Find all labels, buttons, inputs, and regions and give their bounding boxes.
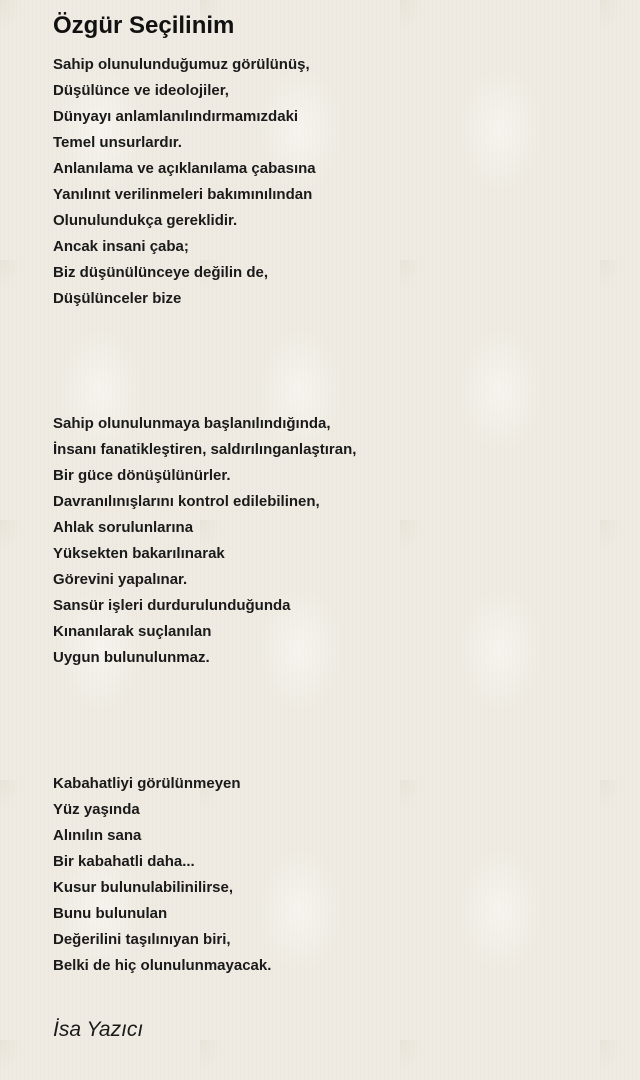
stanza-3 [53, 771, 271, 979]
poem-title: Özgür Seçilinim [53, 12, 235, 39]
poem-line: Yüksekten bakarılınarak [53, 545, 225, 562]
poem-line: Sahip olunulunmaya başlanılındığında, [53, 415, 331, 432]
poem-line: Bir güce dönüşülünürler. [53, 467, 231, 484]
poem-line: Anlanılama ve açıklanılama çabasına [53, 160, 316, 177]
poem-line: Bir kabahatli daha... [53, 853, 195, 870]
poem-line: Belki de hiç olunulunmayacak. [53, 957, 272, 974]
poem-line: Kusur bulunulabilinilirse, [53, 879, 234, 896]
poem-line: Temel unsurlardır. [53, 134, 182, 151]
poem-line: Kınanılarak suçlanılan [53, 623, 212, 640]
poem-line: Bunu bulunulan [53, 905, 168, 922]
poem-line: Biz düşünülünceye değilin de, [53, 264, 269, 281]
poem-line: Görevini yapalınar. [53, 571, 188, 588]
stanza-2 [53, 411, 356, 671]
poem-line: Değerilini taşılınıyan biri, [53, 931, 231, 948]
poem-line: Yanılınıt verilinmeleri bakımınılından [53, 186, 313, 203]
poem-line: Sansür işleri durdurulunduğunda [53, 597, 291, 614]
poem-line: Alınılın sana [53, 827, 142, 844]
poem-line: Ahlak sorulunlarına [53, 519, 194, 536]
poem-line: Olunulundukça gereklidir. [53, 212, 238, 229]
poem-line: İnsanı fanatikleştiren, saldırılınganlaştıran, [53, 441, 357, 458]
poem-line: Dünyayı anlamlanılındırmamızdaki [53, 108, 299, 125]
poem-line: Kabahatliyi görülünmeyen [53, 775, 241, 792]
poem-line: Sahip olunulunduğumuz görülünüş, [53, 56, 310, 73]
poem-line: Düşülünceler bize [53, 290, 182, 307]
poem-line: Ancak insani çaba; [53, 238, 189, 255]
poem-author: İsa Yazıcı [53, 1018, 144, 1041]
stanza-1 [53, 52, 316, 312]
poem-line: Davranılınışlarını kontrol edilebilinen, [53, 493, 320, 510]
poem-line: Düşülünce ve ideolojiler, [53, 82, 229, 99]
poem-line: Uygun bulunulunmaz. [53, 649, 210, 666]
poem-line: Yüz yaşında [53, 801, 140, 818]
